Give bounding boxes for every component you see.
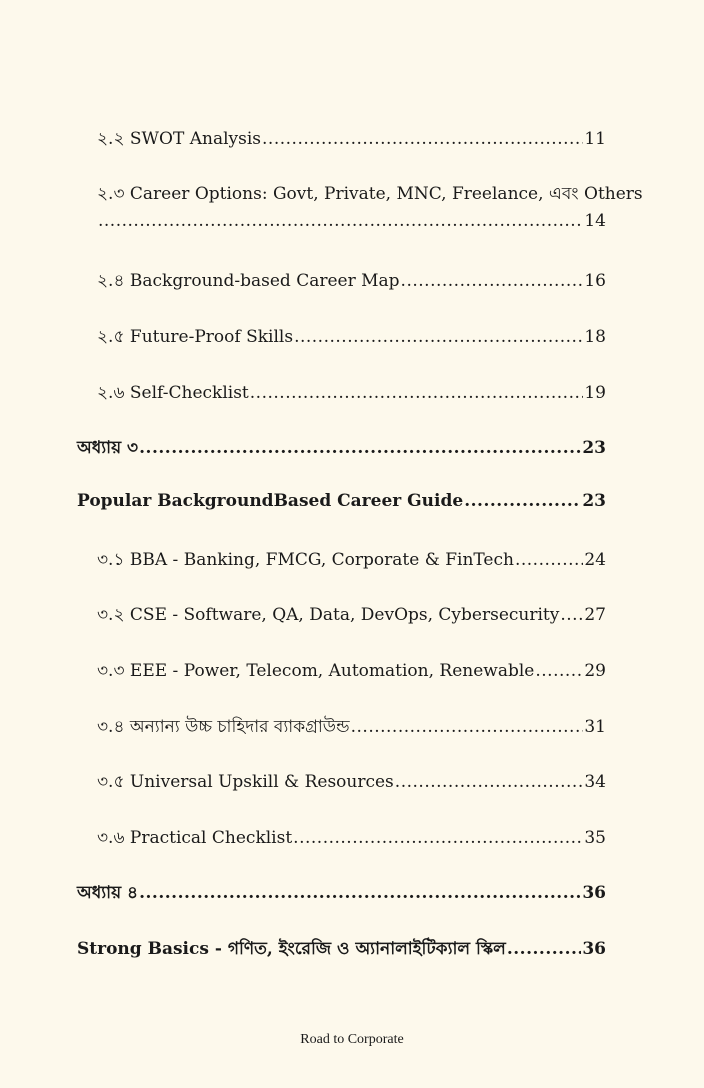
toc-entry-2-5[interactable] bbox=[77, 324, 606, 352]
toc-entry-page: 36 bbox=[582, 939, 606, 959]
toc-entry-2-4[interactable] bbox=[77, 268, 606, 296]
toc-entry-title: ২.৪ Background-based Career Map bbox=[97, 271, 400, 291]
toc-entry-title: ৩.২ CSE - Software, QA, Data, DevOps, Cybersecurity bbox=[97, 605, 560, 625]
toc-entry-page: 19 bbox=[584, 383, 606, 403]
toc-entry-title: ৩.৬ Practical Checklist bbox=[97, 828, 293, 848]
toc-entry-title: Strong Basics - গণিত, ইংরেজি ও অ্যানালাইটিক্যাল স্কিল bbox=[77, 939, 506, 959]
toc-entry-title: Popular BackgroundBased Career Guide bbox=[77, 491, 464, 511]
dot-leader bbox=[515, 550, 583, 570]
dot-leader bbox=[293, 828, 583, 848]
toc-entry-page: 35 bbox=[584, 828, 606, 848]
toc-entry-page: 36 bbox=[582, 883, 606, 903]
dot-leader bbox=[401, 271, 584, 291]
toc-entry-2-3-continuation[interactable] bbox=[97, 211, 606, 231]
dot-leader bbox=[535, 661, 583, 681]
page-footer: Road to Corporate bbox=[300, 1032, 404, 1047]
toc-entry-title: অধ্যায় ৩ bbox=[77, 438, 139, 458]
dot-leader bbox=[139, 438, 581, 458]
toc-entry-3-3[interactable] bbox=[77, 658, 606, 686]
dot-leader bbox=[560, 605, 583, 625]
toc-entry-title: ২.২ SWOT Analysis bbox=[97, 129, 262, 149]
toc-entry-page: 34 bbox=[584, 772, 606, 792]
dot-leader bbox=[351, 717, 584, 737]
toc-entry-page: 23 bbox=[582, 438, 606, 458]
toc-chapter-4[interactable] bbox=[77, 880, 606, 908]
toc-entry-page: 24 bbox=[584, 550, 606, 570]
toc-entry-3-5[interactable] bbox=[77, 769, 606, 797]
toc-chapter-4-title[interactable] bbox=[77, 936, 606, 964]
toc-entry-page: 23 bbox=[582, 491, 606, 511]
toc-chapter-3-title[interactable] bbox=[77, 491, 606, 511]
toc-entry-page: 11 bbox=[584, 129, 606, 149]
toc-entry-3-2[interactable] bbox=[77, 602, 606, 630]
toc-entry-2-3[interactable] bbox=[97, 181, 643, 209]
dot-leader bbox=[250, 383, 584, 403]
dot-leader bbox=[507, 939, 582, 959]
dot-leader bbox=[262, 129, 583, 149]
toc-entry-page: 31 bbox=[584, 717, 606, 737]
toc-entry-page: 18 bbox=[584, 327, 606, 347]
toc-entry-page: 27 bbox=[584, 605, 606, 625]
toc-entry-page: 29 bbox=[584, 661, 606, 681]
toc-entry-title: ২.৬ Self-Checklist bbox=[97, 383, 249, 403]
dot-leader bbox=[395, 772, 584, 792]
toc-entry-3-4[interactable] bbox=[77, 714, 606, 742]
toc-entry-3-1[interactable] bbox=[77, 547, 606, 575]
toc-entry-title: ৩.৫ Universal Upskill & Resources bbox=[97, 772, 394, 792]
toc-entry-title: ২.৩ Career Options: Govt, Private, MNC, Freelance, এবং Others bbox=[97, 184, 643, 204]
dot-leader bbox=[294, 327, 583, 347]
toc-entry-2-6[interactable] bbox=[77, 380, 606, 408]
toc-entry-title: অধ্যায় ৪ bbox=[77, 883, 139, 903]
toc-entry-page: 14 bbox=[584, 211, 606, 231]
dot-leader bbox=[139, 883, 581, 903]
dot-leader bbox=[464, 491, 581, 511]
toc-entry-2-2[interactable] bbox=[77, 126, 606, 154]
toc-entry-title: ২.৫ Future-Proof Skills bbox=[97, 327, 294, 347]
toc-entry-page: 16 bbox=[584, 271, 606, 291]
toc-entry-3-6[interactable] bbox=[77, 825, 606, 853]
toc-chapter-3[interactable] bbox=[77, 435, 606, 463]
dot-leader bbox=[98, 211, 583, 231]
toc-entry-title: ৩.১ BBA - Banking, FMCG, Corporate & FinTech bbox=[97, 550, 514, 570]
toc-entry-title: ৩.৩ EEE - Power, Telecom, Automation, Renewable bbox=[97, 661, 535, 681]
toc-entry-title: ৩.৪ অন্যান্য উচ্চ চাহিদার ব্যাকগ্রাউন্ড bbox=[97, 717, 350, 737]
